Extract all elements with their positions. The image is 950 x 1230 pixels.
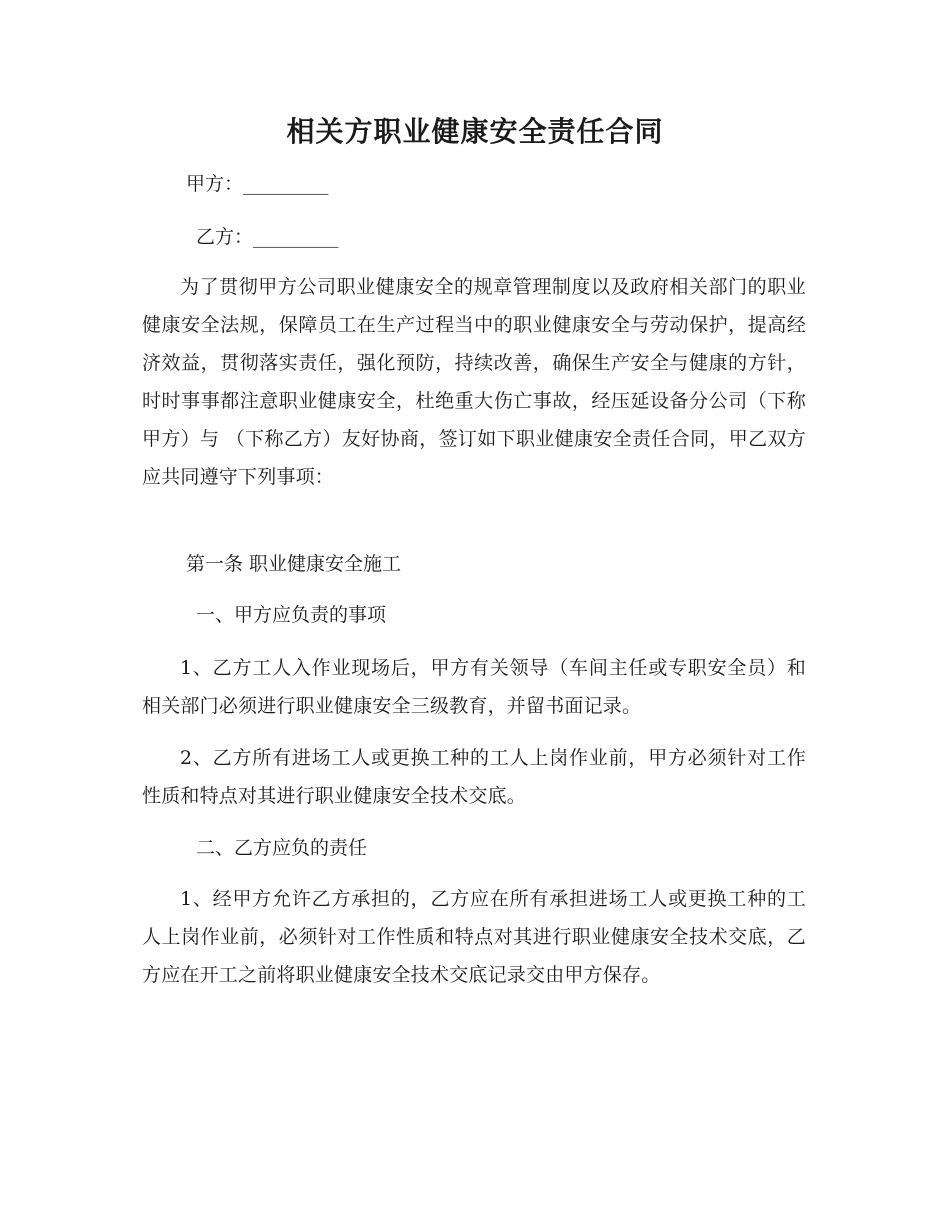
- party-b-line: 乙方：_________: [196, 226, 339, 248]
- section-1-item-1: 1、乙方工人入作业现场后，甲方有关领导（车间主任或专职安全员）和相关部门必须进行职业健康安全三级教育，并留书面记录。: [142, 657, 806, 717]
- section-1-heading: 一、甲方应负责的事项: [196, 604, 387, 626]
- document-title: 相关方职业健康安全责任合同: [286, 115, 664, 148]
- intro-paragraph: 为了贯彻甲方公司职业健康安全的规章管理制度以及政府相关部门的职业健康安全法规，保障员工在生产过程当中的职业健康安全与劳动保护，提高经济效益，贯彻落实责任，强化预防，持续改善，确保生产安全与健康的方针，时时事事都注意职业健康安全，杜绝重大伤亡事故，经压延设备分公司（下称甲方）与 （下称乙方）友好协商，签订如下职业健康安全责任合同，甲乙双方应共同遵守下列事项：: [142, 276, 806, 488]
- party-a-line: 甲方：_________: [186, 173, 329, 195]
- section-2-item-1: 1、经甲方允许乙方承担的，乙方应在所有承担进场工人或更换工种的工人上岗作业前，必须针对工作性质和特点对其进行职业健康安全技术交底，乙方应在开工之前将职业健康安全技术交底记录交由甲方保存。: [142, 888, 806, 986]
- article-1-heading: 第一条 职业健康安全施工: [186, 553, 402, 575]
- section-1-item-2: 2、乙方所有进场工人或更换工种的工人上岗作业前，甲方必须针对工作性质和特点对其进行职业健康安全技术交底。: [142, 747, 806, 807]
- section-2-heading: 二、乙方应负的责任: [196, 837, 368, 859]
